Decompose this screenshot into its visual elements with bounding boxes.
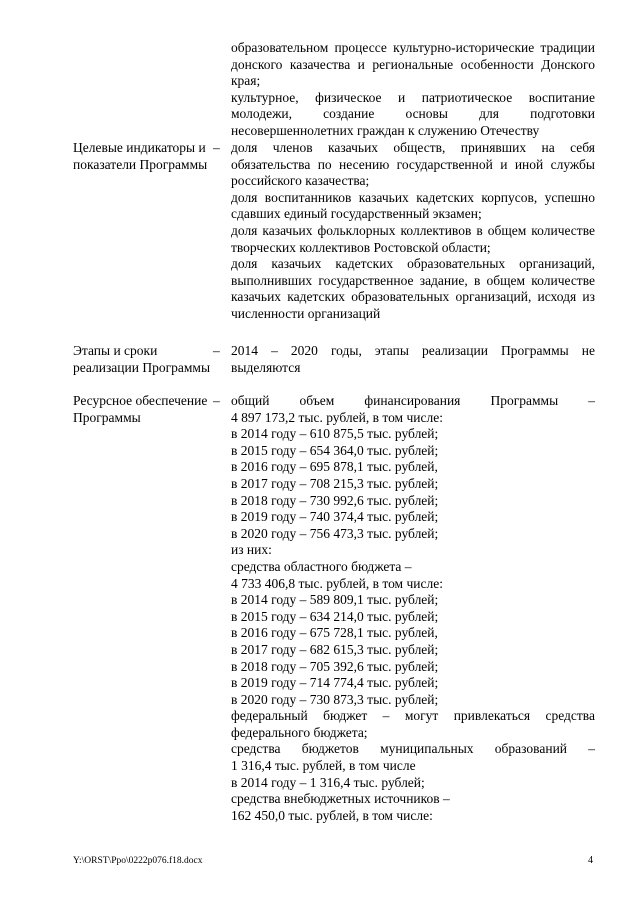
resources-label: Ресурсное обеспечение Программы — [73, 393, 208, 425]
regional-year-2017: в 2017 году – 682 615,3 тыс. рублей; — [231, 641, 439, 657]
regional-intro: средства областного бюджета – — [231, 558, 412, 574]
footer-file-path: Y:\ORST\Ppo\0222p076.f18.docx — [73, 856, 203, 866]
regional-year-2014: в 2014 году – 589 809,1 тыс. рублей; — [231, 592, 439, 608]
total-year-2017: в 2017 году – 708 215,3 тыс. рублей; — [231, 475, 439, 491]
municipal-value: 1 316,4 тыс. рублей, в том числе — [231, 758, 416, 774]
resources-content — [231, 393, 595, 824]
top-paragraph-1: образовательном процессе культурно-исторические традиции донского казачества и региональные особенности Донского края; — [231, 40, 595, 89]
total-year-2014: в 2014 году – 610 875,5 тыс. рублей; — [231, 426, 439, 442]
top-content — [231, 40, 595, 140]
stages-label: Этапы и сроки реализации Программы — [73, 343, 211, 375]
indicator-item: доля казачьих фольклорных коллективов в общем количестве творческих коллективов Ростовской области; — [231, 222, 595, 255]
total-value: 4 897 173,2 тыс. рублей, в том числе: — [231, 409, 443, 425]
total-year-2019: в 2019 году – 740 374,4 тыс. рублей; — [231, 509, 439, 525]
indicators-label: Целевые индикаторы и показатели Программы — [73, 140, 208, 172]
regional-value: 4 733 406,8 тыс. рублей, в том числе: — [231, 575, 443, 591]
extrabudget-intro: средства внебюджетных источников – — [231, 791, 450, 807]
resources-dash: – — [213, 393, 220, 408]
total-year-2018: в 2018 году – 730 992,6 тыс. рублей; — [231, 492, 439, 508]
indicators-dash: – — [213, 140, 220, 155]
total-year-2016: в 2016 году – 695 878,1 тыс. рублей, — [231, 459, 438, 475]
municipal-year-2014: в 2014 году – 1 316,4 тыс. рублей; — [231, 774, 425, 790]
top-paragraph-2: культурное, физическое и патриотическое воспитание молодежи, создание основы для подготовки несовершеннолетних граждан к служению Отечеству — [231, 89, 595, 138]
municipal-intro: средства бюджетов муниципальных образований – — [231, 741, 595, 757]
stages-dash: – — [213, 343, 220, 358]
total-year-2020: в 2020 году – 756 473,3 тыс. рублей; — [231, 525, 439, 541]
regional-year-2016: в 2016 году – 675 728,1 тыс. рублей, — [231, 625, 438, 641]
stages-content — [231, 343, 595, 376]
regional-year-2020: в 2020 году – 730 873,3 тыс. рублей; — [231, 691, 439, 707]
footer-page-number: 4 — [588, 855, 593, 866]
federal-budget: федеральный бюджет – могут привлекаться средства федерального бюджета; — [231, 708, 595, 740]
regional-year-2019: в 2019 году – 714 774,4 тыс. рублей; — [231, 675, 439, 691]
total-intro: общий объем финансирования Программы – — [231, 393, 595, 408]
stages-text: 2014 – 2020 годы, этапы реализации Программы не выделяются — [231, 343, 595, 375]
total-year-2015: в 2015 году – 654 364,0 тыс. рублей; — [231, 442, 439, 458]
regional-year-2015: в 2015 году – 634 214,0 тыс. рублей; — [231, 608, 439, 624]
regional-year-2018: в 2018 году – 705 392,6 тыс. рублей; — [231, 658, 439, 674]
indicator-item: доля воспитанников казачьих кадетских корпусов, успешно сдавших единый государственный экзамен; — [231, 189, 595, 222]
extrabudget-value: 162 450,0 тыс. рублей, в том числе: — [231, 807, 433, 823]
of-them: из них: — [231, 542, 272, 558]
indicators-content — [231, 140, 595, 323]
indicator-item: доля казачьих кадетских образовательных организаций, выполнивших государственное задание, в общем количестве казачьих кадетских образовательных организаций, исходя из численности организаций — [231, 256, 595, 321]
indicator-item: доля членов казачьих обществ, принявших на себя обязательства по несению государственной и иной службы российского казачества; — [231, 140, 595, 189]
